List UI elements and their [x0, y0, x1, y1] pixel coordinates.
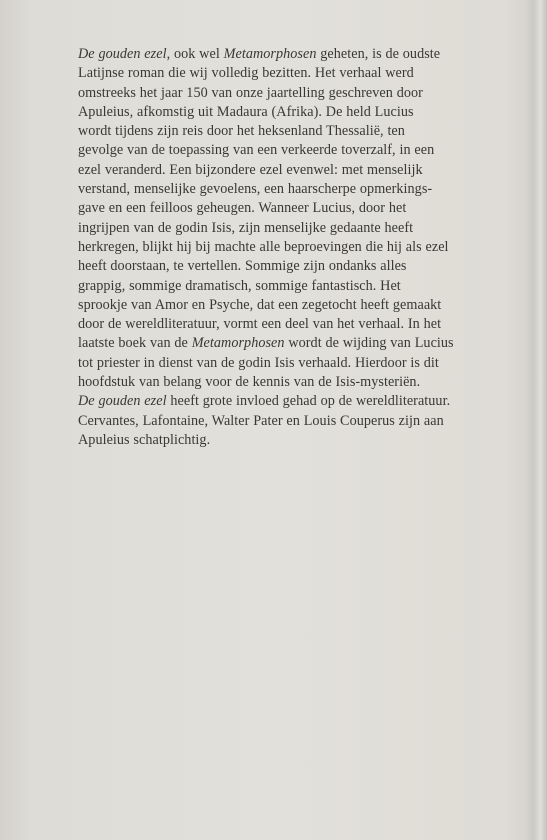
- blurb-line: [78, 296, 488, 315]
- blurb-text-run: grappig, sommige dramatisch, sommige fantastisch. Het: [78, 277, 401, 294]
- blurb-text-run: verstand, menselijke gevoelens, een haarscherpe opmerkings-: [78, 181, 433, 198]
- blurb-text-run: Latijnse roman die wij volledig bezitten. Het verhaal werd: [78, 65, 414, 82]
- blurb-text-run: sprookje van Amor en Psyche, dat een zegetocht heeft gemaakt: [78, 296, 442, 313]
- blurb-line: [78, 392, 488, 411]
- blurb-line: [78, 412, 488, 431]
- blurb-text-run: , ook wel: [166, 46, 224, 62]
- blurb-text-run: door de wereldliteratuur, vormt een deel van het verhaal. In het: [78, 316, 442, 333]
- blurb-line: [78, 277, 488, 296]
- blurb-text-run: hoofdstuk van belang voor de kennis van de Isis-mysteriën.: [78, 374, 421, 391]
- blurb-text-run: Apuleius schatplichtig.: [78, 431, 211, 448]
- italic-title-text: De gouden ezel: [78, 393, 167, 410]
- italic-title-text: Metamorphosen: [223, 46, 317, 62]
- italic-title-text: Metamorphosen: [191, 335, 285, 352]
- blurb-text-run: ezel veranderd. Een bijzondere ezel evenwel: met menselijk: [78, 161, 423, 178]
- blurb-line: [78, 180, 488, 199]
- blurb-line: [78, 373, 488, 392]
- blurb-line: [78, 219, 488, 238]
- blurb-text-run: Cervantes, Lafontaine, Walter Pater en Louis Couperus zijn aan: [78, 412, 444, 429]
- blurb-text-run: herkregen, blijkt hij bij machte alle beproevingen die hij als ezel: [78, 238, 449, 255]
- italic-title-text: De gouden ezel: [78, 46, 167, 62]
- blurb-text-run: ingrijpen van de godin Isis, zijn menselijke gedaante heeft: [78, 219, 414, 236]
- blurb-line: [78, 161, 488, 180]
- blurb-text-run: geheten, is de oudste: [316, 46, 441, 62]
- blurb-text-run: heeft doorstaan, te vertellen. Sommige zijn ondanks alles: [78, 258, 407, 275]
- blurb-line: [78, 64, 488, 83]
- blurb-text-run: gave en een feilloos geheugen. Wanneer Lucius, door het: [78, 200, 407, 217]
- blurb-line: [78, 45, 488, 64]
- blurb-text-run: omstreeks het jaar 150 van onze jaartelling geschreven door: [78, 84, 423, 101]
- blurb-text-run: laatste boek van de: [78, 335, 192, 352]
- cover-edge-shading: [525, 0, 547, 840]
- blurb-text: [78, 45, 488, 450]
- blurb-text-run: tot priester in dienst van de godin Isis verhaald. Hierdoor is dit: [78, 354, 439, 371]
- blurb-line: [78, 238, 488, 257]
- blurb-line: [78, 257, 488, 276]
- blurb-line: [78, 141, 488, 160]
- blurb-text-run: Apuleius, afkomstig uit Madaura (Afrika). De held Lucius: [78, 103, 414, 120]
- blurb-text-run: wordt tijdens zijn reis door het heksenland Thessalië, ten: [78, 123, 405, 140]
- blurb-line: [78, 84, 488, 103]
- blurb-line: [78, 122, 488, 141]
- blurb-text-run: wordt de wijding van Lucius: [284, 335, 454, 352]
- blurb-line: [78, 334, 488, 353]
- blurb-text-run: heeft grote invloed gehad op de wereldliteratuur.: [166, 393, 451, 410]
- blurb-line: [78, 103, 488, 122]
- blurb-line: [78, 354, 488, 373]
- blurb-line: [78, 315, 488, 334]
- blurb-line: [78, 199, 488, 218]
- blurb-text-run: gevolge van de toepassing van een verkeerde toverzalf, in een: [78, 142, 435, 159]
- blurb-line: [78, 431, 488, 450]
